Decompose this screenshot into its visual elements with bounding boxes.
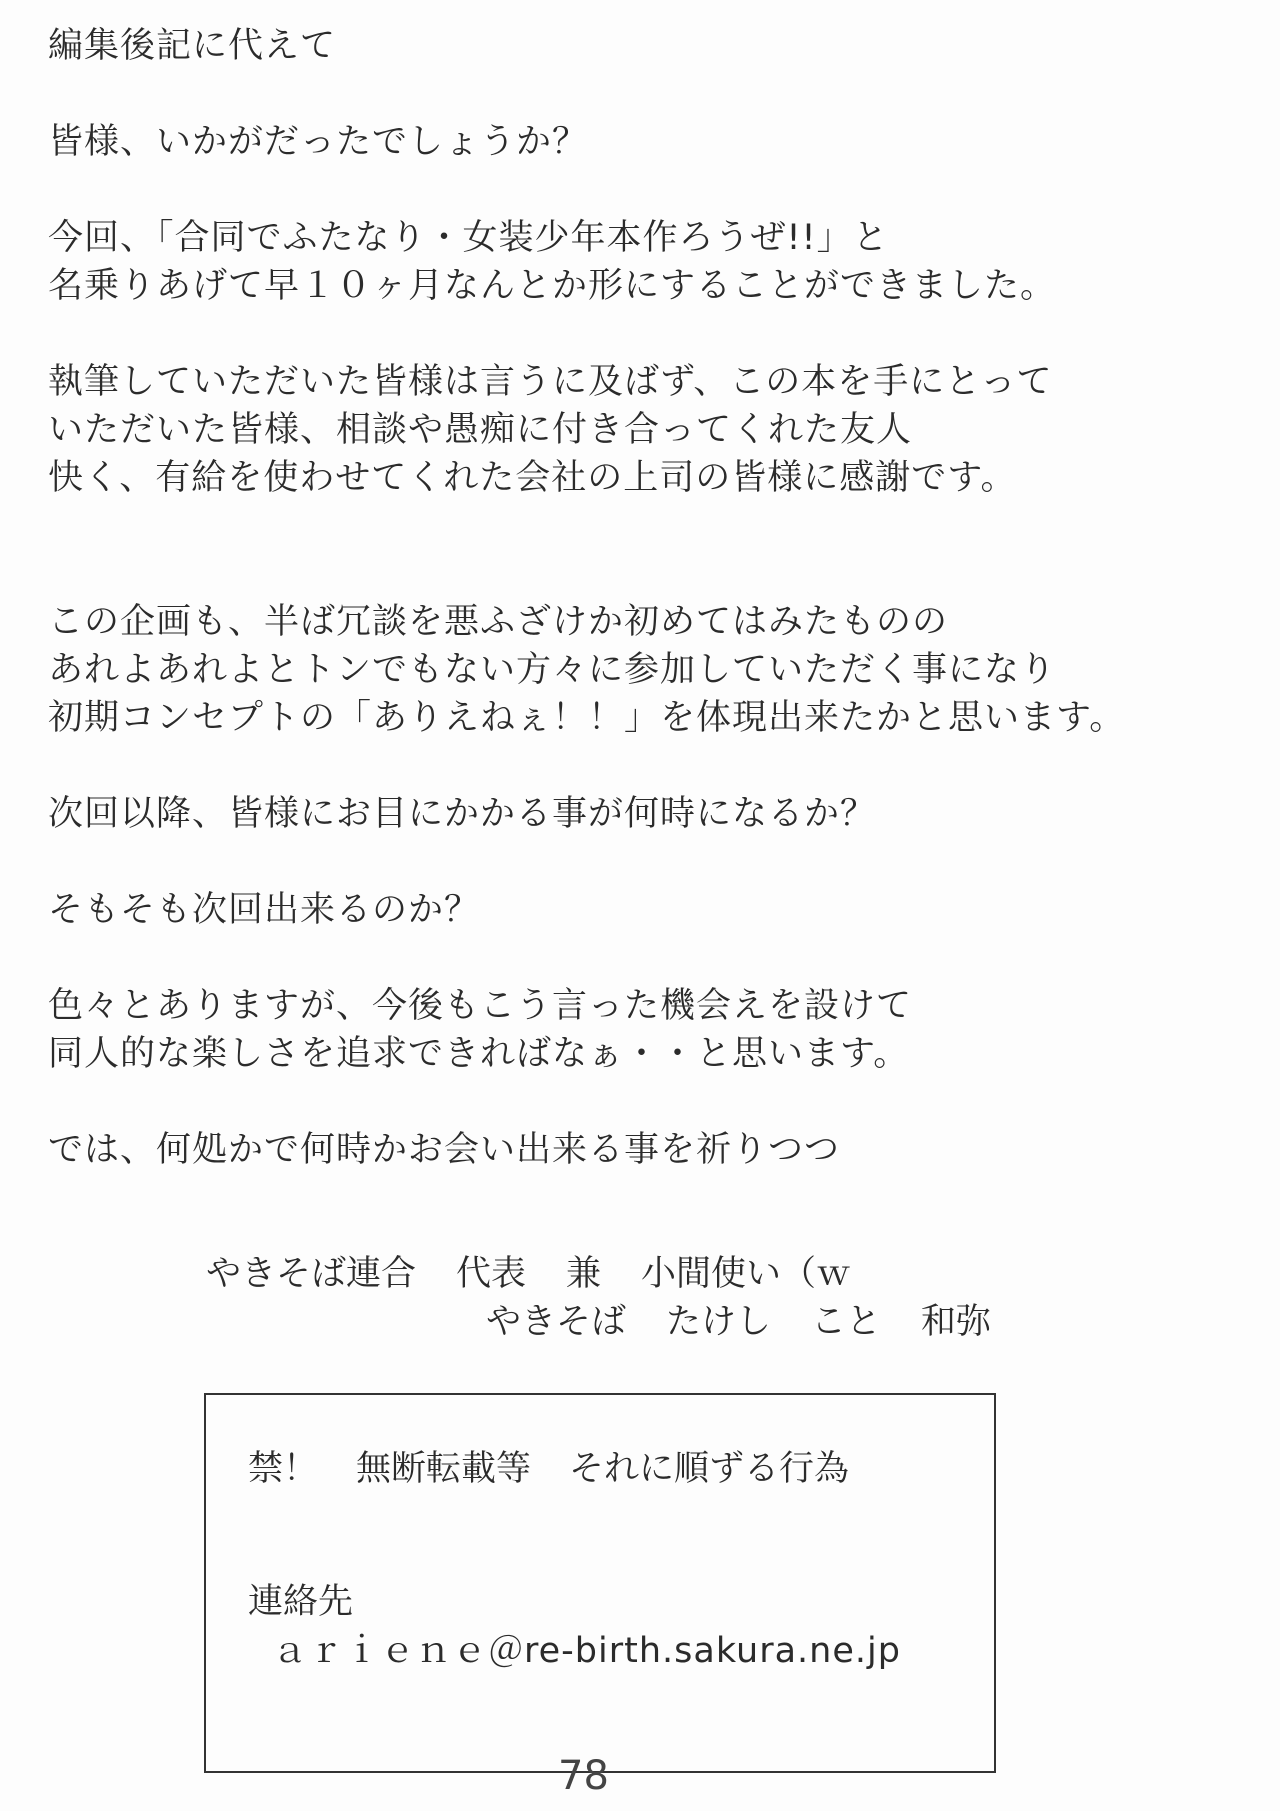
paragraph-line: 執筆していただいた皆様は言うに及ばず、この本を手にとって (48, 362, 1053, 402)
author-pen-name-1: やきそば (486, 1302, 627, 1342)
contact-label: 連絡先 (248, 1582, 354, 1622)
copyright-notice-box (204, 1393, 996, 1773)
paragraph-line: この企画も、半ば冗談を悪ふざけか初めてはみたものの (48, 602, 949, 642)
role-representative: 代表 (456, 1254, 527, 1294)
warning-similar-acts: それに順ずる行為 (569, 1449, 850, 1489)
signature-line-2 (486, 1298, 1031, 1346)
role-errand: 小間使い（ｗ (641, 1254, 852, 1294)
document-title: 編集後記に代えて (48, 26, 337, 66)
paragraph-line: 次回以降、皆様にお目にかかる事が何時になるか？ (48, 794, 877, 834)
page-number: 78 (558, 1753, 609, 1799)
reproduction-warning (248, 1445, 887, 1493)
afterword-text (48, 22, 1248, 1174)
paragraph-line: 色々とありますが、今後もこう言った機会えを設けて (48, 986, 913, 1026)
paragraph-line: あれよあれよとトンでもない方々に参加していただく事になり (48, 650, 1057, 690)
author-name: 和弥 (921, 1302, 992, 1342)
group-name: やきそば連合 (206, 1254, 417, 1294)
contact-email: ａｒｉｅｎｅ＠re-birth.sakura.ne.jp (272, 1631, 901, 1671)
signature-line-1 (206, 1250, 891, 1298)
paragraph-line: 今回、「合同でふたなり・女装少年本作ろうぜ!!」と (48, 218, 889, 258)
paragraph-line: 初期コンセプトの「ありえねぇ！！」を体現出来たかと思います。 (48, 698, 1126, 738)
role-conjunction: 兼 (566, 1254, 602, 1294)
author-aka: こと (811, 1302, 882, 1342)
paragraph-line: 皆様、いかがだったでしょうか？ (48, 122, 589, 162)
paragraph-line: 名乗りあげて早１０ヶ月なんとか形にすることができました。 (48, 266, 1057, 306)
paragraph-line: 快く、有給を使わせてくれた会社の上司の皆様に感謝です。 (48, 458, 1017, 498)
paragraph-line: 同人的な楽しさを追求できればなぁ・・と思います。 (48, 1034, 910, 1074)
warning-prohibited: 禁！ (248, 1449, 319, 1489)
warning-unauthorized-reproduction: 無断転載等 (356, 1449, 532, 1489)
paragraph-line: では、何処かで何時かお会い出来る事を祈りつつ (48, 1130, 841, 1170)
paragraph-line: そもそも次回出来るのか？ (48, 890, 481, 930)
paragraph-line: いただいた皆様、相談や愚痴に付き合ってくれた友人 (48, 410, 913, 450)
author-pen-name-2: たけし (666, 1302, 772, 1342)
